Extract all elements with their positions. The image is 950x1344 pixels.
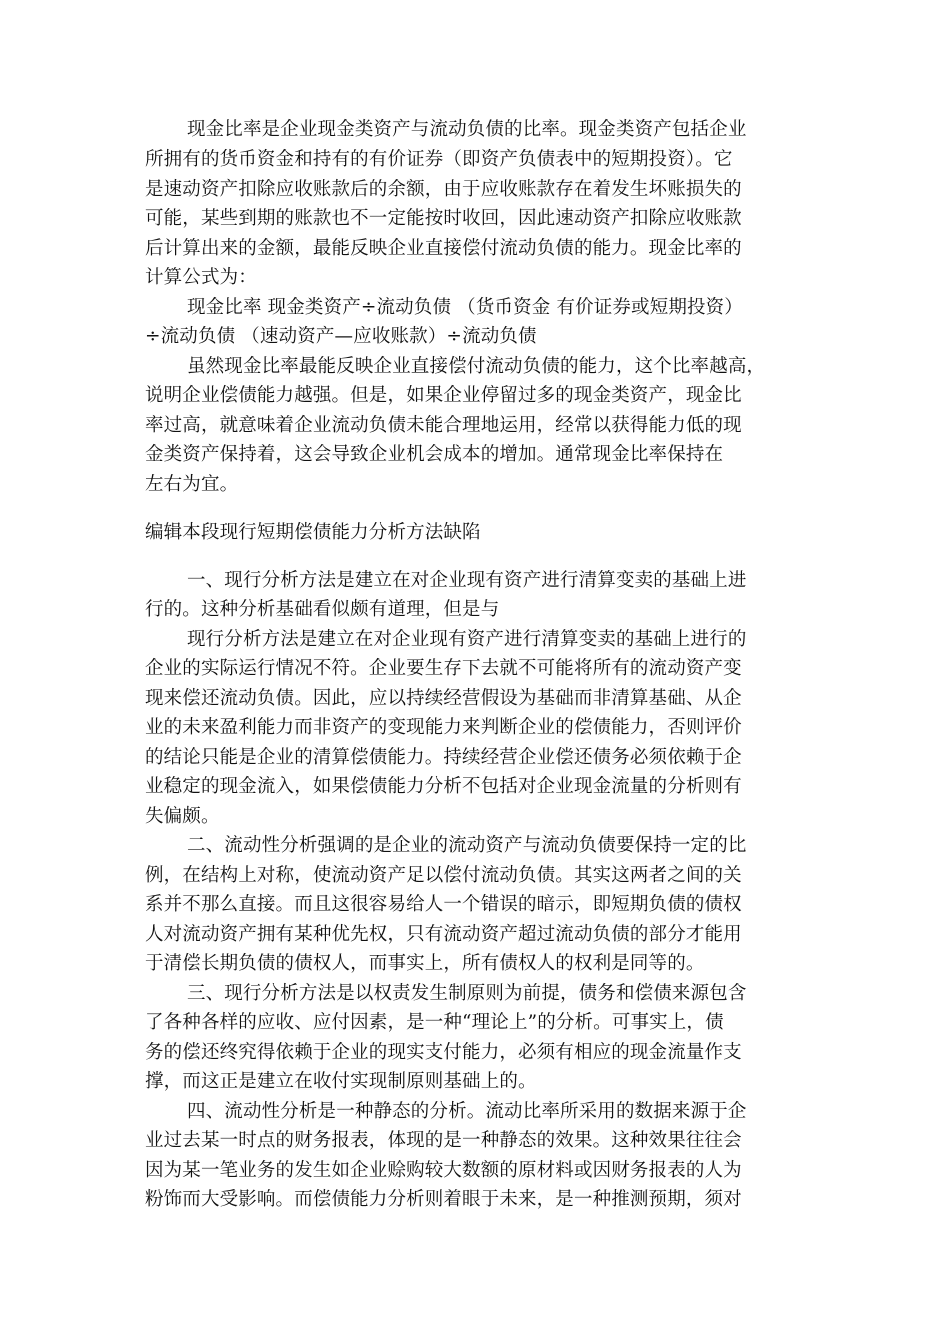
paragraph-line: 了各种各样的应收、应付因素，是一种“理论上”的分析。可事实上，债 (145, 1012, 724, 1033)
paragraph-line: 是速动资产扣除应收账款后的余额，由于应收账款存在着发生坏账损失的 (145, 179, 742, 200)
paragraph-line: 的结论只能是企业的清算偿债能力。持续经营企业偿还债务必须依赖于企 (145, 747, 742, 768)
section-heading: 编辑本段现行短期偿债能力分析方法缺陷 (145, 522, 481, 543)
paragraph-line: 率过高，就意味着企业流动负债未能合理地运用，经常以获得能力低的现 (145, 415, 742, 436)
paragraph-line: 计算公式为： (145, 267, 257, 288)
paragraph-line: 后计算出来的金额，最能反映企业直接偿付流动负债的能力。现金比率的 (145, 238, 742, 259)
paragraph-line: 业的未来盈利能力而非资产的变现能力来判断企业的偿债能力，否则评价 (145, 717, 742, 738)
paragraph-line: 企业的实际运行情况不符。企业要生存下去就不可能将所有的流动资产变 (145, 658, 742, 679)
paragraph-line: 因为某一笔业务的发生如企业赊购较大数额的原材料或因财务报表的人为 (145, 1160, 742, 1181)
paragraph-line: 务的偿还终究得依赖于企业的现实支付能力，必须有相应的现金流量作支 (145, 1042, 742, 1063)
paragraph-line: 行的。这种分析基础看似颇有道理，但是与 (145, 599, 500, 620)
paragraph-line: 于清偿长期负债的债权人，而事实上，所有债权人的权利是同等的。 (145, 953, 705, 974)
paragraph-line: 一、现行分析方法是建立在对企业现有资产进行清算变卖的基础上进 (187, 570, 747, 591)
paragraph-line: 二、流动性分析强调的是企业的流动资产与流动负债要保持一定的比 (187, 835, 747, 856)
paragraph-line: 虽然现金比率最能反映企业直接偿付流动负债的能力，这个比率越高， (187, 356, 766, 377)
paragraph-line: 所拥有的货币资金和持有的有价证券（即资产负债表中的短期投资）。它 (145, 149, 733, 170)
paragraph-line: 粉饰而大受影响。而偿债能力分析则着眼于未来，是一种推测预期，须对 (145, 1189, 742, 1210)
paragraph-line: 人对流动资产拥有某种优先权，只有流动资产超过流动负债的部分才能用 (145, 924, 742, 945)
paragraph-line: 三、现行分析方法是以权责发生制原则为前提，债务和偿债来源包含 (187, 983, 747, 1004)
paragraph-line: 现金比率是企业现金类资产与流动负债的比率。现金类资产包括企业 (187, 119, 747, 140)
paragraph-line: 现来偿还流动负债。因此，应以持续经营假设为基础而非清算基础、从企 (145, 688, 742, 709)
paragraph-line: 例，在结构上对称，使流动资产足以偿付流动负债。其实这两者之间的关 (145, 865, 742, 886)
paragraph-line: 系并不那么直接。而且这很容易给人一个错误的暗示，即短期负债的债权 (145, 894, 742, 915)
formula-line: ÷流动负债 （速动资产—应收账款）÷流动负债 (145, 326, 537, 347)
paragraph-line: 说明企业偿债能力越强。但是，如果企业停留过多的现金类资产，现金比 (145, 385, 742, 406)
paragraph-line: 四、流动性分析是一种静态的分析。流动比率所采用的数据来源于企 (187, 1101, 747, 1122)
paragraph-line: 业稳定的现金流入，如果偿债能力分析不包括对企业现金流量的分析则有 (145, 776, 742, 797)
paragraph-line: 可能，某些到期的账款也不一定能按时收回，因此速动资产扣除应收账款 (145, 208, 742, 229)
paragraph-line: 左右为宜。 (145, 474, 239, 495)
paragraph-line: 业过去某一时点的财务报表，体现的是一种静态的效果。这种效果往往会 (145, 1130, 742, 1151)
paragraph-line: 金类资产保持着，这会导致企业机会成本的增加。通常现金比率保持在 (145, 444, 724, 465)
paragraph-line: 现行分析方法是建立在对企业现有资产进行清算变卖的基础上进行的 (187, 629, 747, 650)
formula-line: 现金比率 现金类资产÷流动负债 （货币资金 有价证券或短期投资） (187, 297, 743, 318)
paragraph-line: 撑，而这正是建立在收付实现制原则基础上的。 (145, 1071, 537, 1092)
paragraph-line: 失偏颇。 (145, 806, 220, 827)
